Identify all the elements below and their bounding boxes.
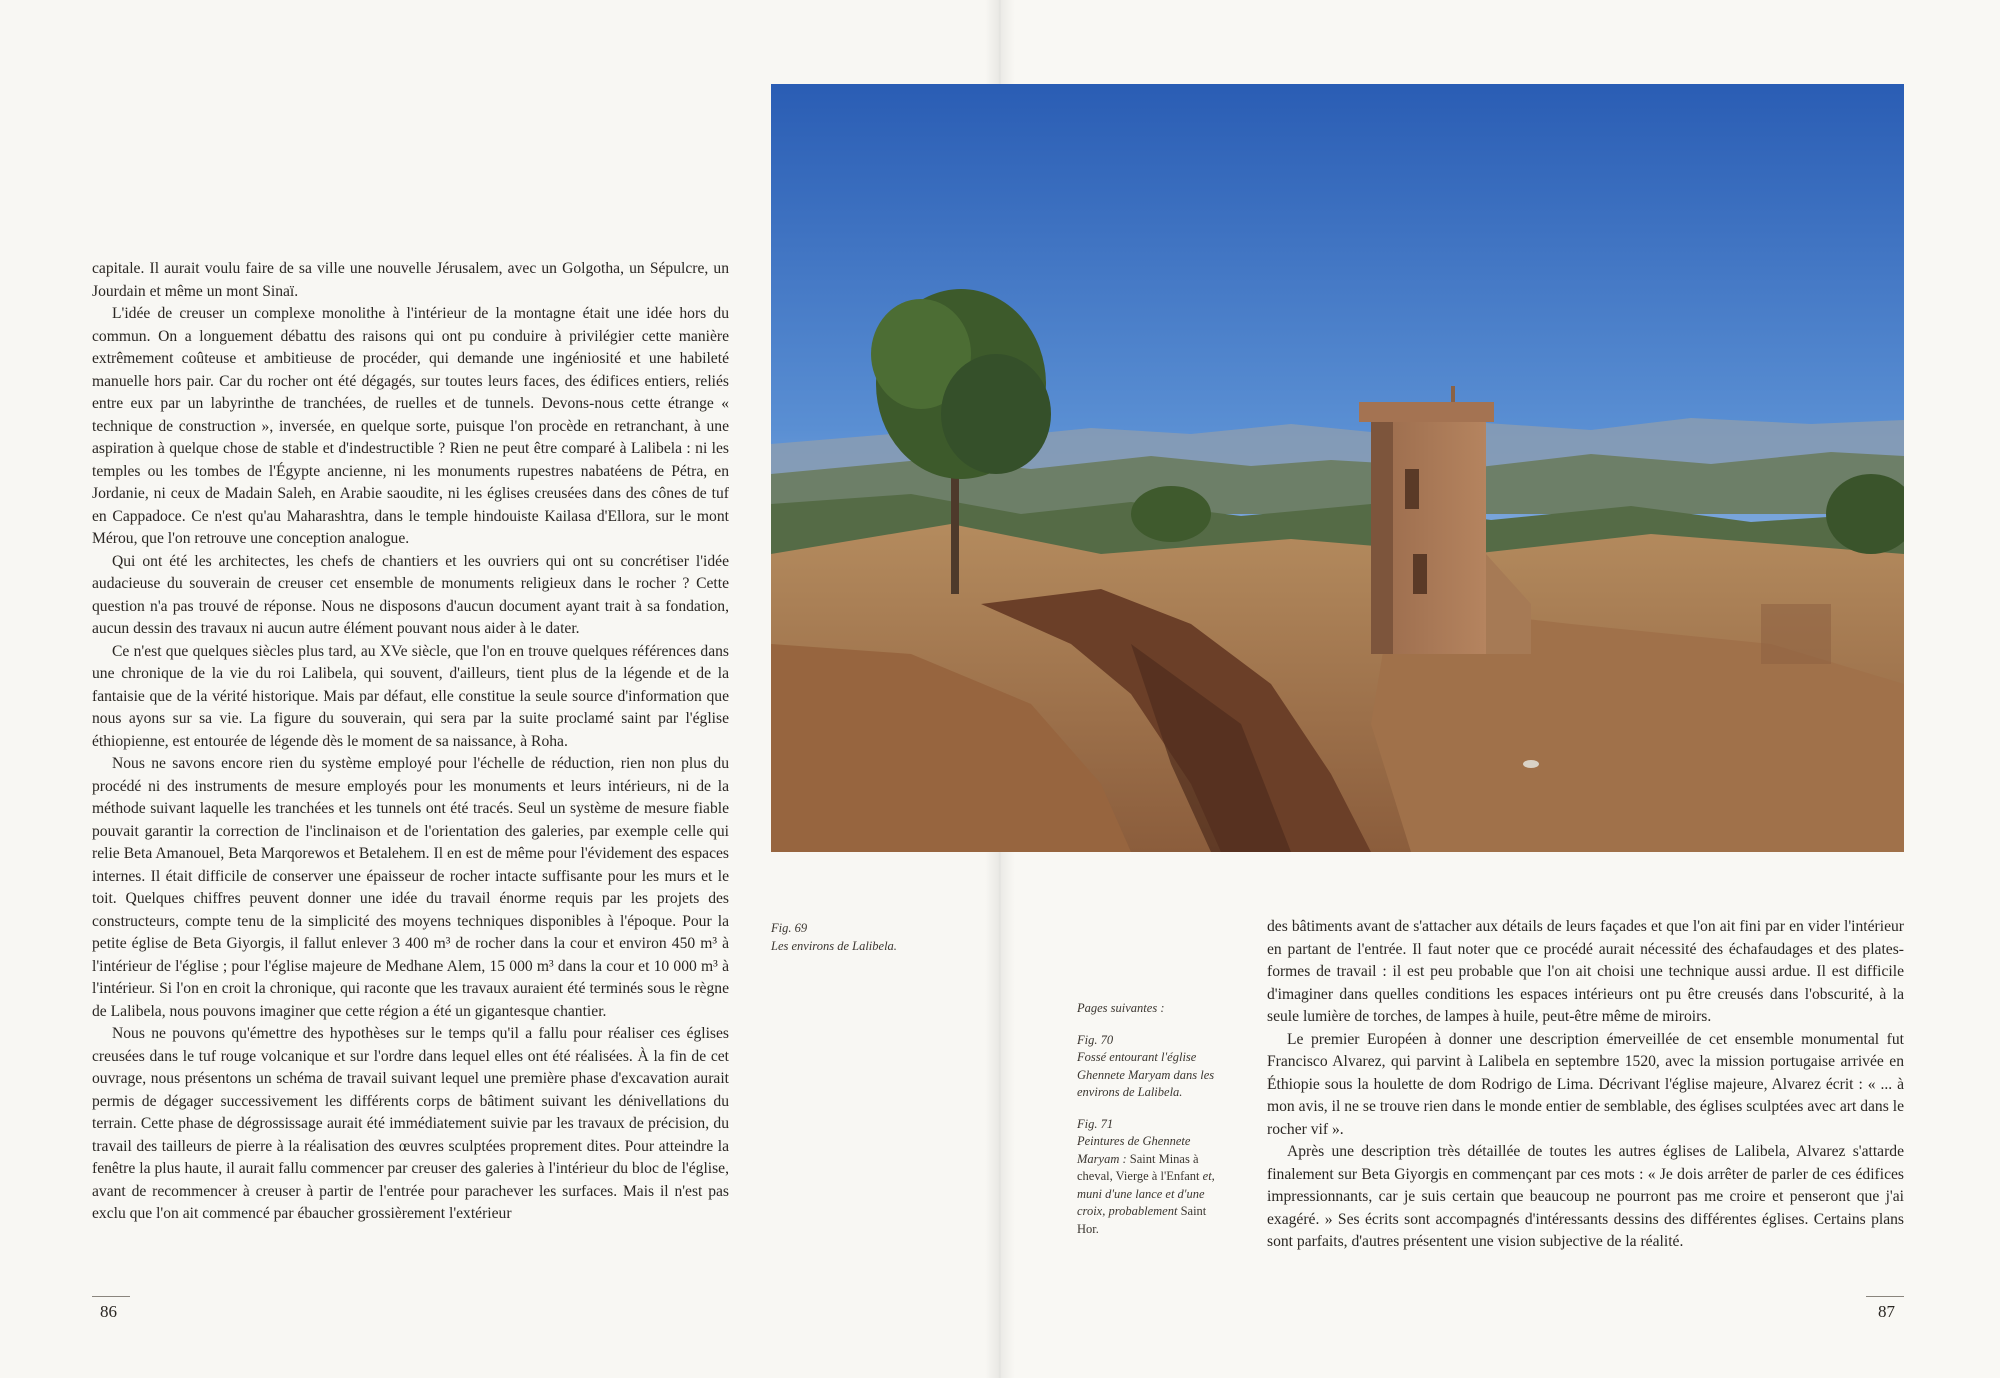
paragraph: capitale. Il aurait voulu faire de sa ville une nouvelle Jérusalem, avec un Golgotha, un Sépulcre, un Jourdain et même un mont Sinaï.	[92, 260, 729, 300]
paragraph: Ce n'est que quelques siècles plus tard, au XVe siècle, que l'on en trouve quelques références dans une chronique de la vie du roi Lalibela, qui souvent, d'ailleurs, tient plus de la légende et de la fantaisie que de la vérité historique. Mais par défaut, elle constitue la seule source d'information que nous ayons sur sa vie. La figure du souverain, qui sera par la suite proclamé saint par l'église éthiopienne, est entourée de légende dès le moment de sa naissance, à Roha.	[92, 642, 729, 750]
folio-rule	[92, 1296, 130, 1297]
paragraph: Qui ont été les architectes, les chefs de chantiers et les ouvriers qui ont su concrétiser l'idée audacieuse du souverain de creuser cet ensemble de monuments religieux dans le rocher ? Cette question n'a pas trouvé de réponse. Nous ne disposons d'aucun document ayant trait à sa fondation, aucun dessin des travaux ni aucun autre élément pouvant nous aider à le dater.	[92, 552, 729, 637]
photo-lalibela	[771, 84, 1904, 852]
fig-71-roman: Saint Minas à cheval, Vierge à l'Enfant	[1077, 1151, 1200, 1183]
folio-rule	[1866, 1296, 1904, 1297]
fig-71-italic-2: et, muni d'une lance et d'une croix, probablement	[1077, 1169, 1215, 1218]
paragraph: Nous ne savons encore rien du système employé pour l'échelle de réduction, rien non plus du procédé ni des instruments de mesure employés pour les monuments et leurs intérieurs, ni de la méthode suivant laquelle les tranchées et les tunnels ont été tracés. Seul un système de mesure fiable pouvait garantir la correction de l'inclinaison et de l'orientation des galeries, par exemple celle qui relie Beta Amanouel, Beta Marqorewos et Betalehem. Il en est de même pour l'évidement des espaces internes. Il était difficile de conserver une épaisseur de rocher intacte suffisante pour les murs et le toit. Quelques chiffres peuvent donner une idée du travail énorme requis par les projets des constructeurs, compte tenu de la simplicité des moyens techniques disponibles à l'époque. Pour la petite église de Beta Giyorgis, il fallut enlever 3 400 m³ de rocher dans la cour et environ 450 m³ à l'intérieur de l'église ; pour l'église majeure de Medhane Alem, 15 000 m³ dans la cour et 10 000 m³ à l'intérieur. Si l'on en croit la chronique, qui raconte que les travaux auraient été terminés sous le règne de Lalibela, nous pouvons imaginer que cette région a été un gigantesque chantier.	[92, 755, 729, 1020]
fig-71-roman-2: Saint Hor.	[1077, 1204, 1207, 1236]
fig-71-italic: Peintures de Ghennete Maryam :	[1077, 1134, 1191, 1166]
page-number-left: 86	[100, 1302, 117, 1321]
fig-70-text: Fossé entourant l'église Ghennete Maryam dans les environs de Lalibela.	[1077, 1050, 1215, 1099]
page-number-right: 87	[1878, 1302, 1895, 1321]
caption-fig-69	[771, 920, 1071, 955]
paragraph: Nous ne pouvons qu'émettre des hypothèses sur le temps qu'il a fallu pour réaliser ces églises creusées dans le tuf rouge volcanique et sur l'ordre dans lequel elles ont été réalisées. À la fin de cet ouvrage, nous présentons un schéma de travail suivant lequel une première phase d'excavation aurait permis de dégager successivement les différents corps de bâtiment suivant les dénivellations du terrain. Cette phase de dégrossissage aurait été immédiatement suivie par les travaux de précision, du travail des tailleurs de pierre à la réalisation des œuvres sculptées proprement dites. Pour atteindre la fenêtre la plus haute, il aurait fallu commencer par creuser des galeries à l'intérieur du bloc de l'église, avant de recommencer à creuser à partir de l'entrée pour parachever les surfaces. Mais il n'est pas exclu que l'on ait commencé par ébaucher grossièrement l'extérieur	[92, 1025, 729, 1222]
caption-fig-71	[1077, 1116, 1227, 1239]
fig-71-text	[1077, 1133, 1227, 1238]
paragraph: Après une description très détaillée de toutes les autres églises de Lalibela, Alvarez s'attarde finalement sur Beta Giyorgis en commençant par ces mots : « Je dois arrêter de parler de ces édifices impressionnants, car je suis certain que beaucoup ne pourront pas me croire et penseront que j'ai exagéré. » Ses écrits sont accompagnés d'intéressants dessins des différentes églises. Certains plans sont parfaits, d'autres présentent une vision subjective de la réalité.	[1267, 1143, 1904, 1250]
fig-71-label: Fig. 71	[1077, 1116, 1114, 1131]
fig-69-caption: Les environs de Lalibela.	[771, 938, 897, 953]
landscape-photo	[771, 84, 1904, 852]
paragraph: des bâtiments avant de s'attacher aux détails de leurs façades et que l'on ait fini par en vider l'intérieur en partant de l'entrée. Il faut noter que ce procédé aurait nécessité des échafaudages et des plates-formes de travail : il est peu probable que l'on ait choisi une technique aussi ardue. Il est difficile d'imaginer dans quelles conditions les espaces intérieurs ont pu être creusés dans l'obscurité, à la seule lumière de torches, de lampes à huile, peut-être même de miroirs.	[1267, 918, 1904, 1025]
paragraph: Le premier Européen à donner une description émerveillée de cet ensemble monumental fut Francisco Alvarez, qui parvint à Lalibela en septembre 1520, avec la mission portugaise arrivée en Éthiopie sous la houlette de dom Rodrigo de Lima. Décrivant l'église majeure, Alvarez écrit : « ... à mon avis, il ne se trouve rien dans le monde entier de semblable, des églises sculptées avec art dans le rocher vif ».	[1267, 1030, 1904, 1138]
side-notes-heading: Pages suivantes :	[1077, 1001, 1165, 1015]
left-body-text	[92, 258, 729, 1226]
paragraph: L'idée de creuser un complexe monolithe à l'intérieur de la montagne était une idée hors du commun. On a longuement débattu des raisons qui ont pu conduire à privilégier cette manière extrêmement coûteuse et ambitieuse de procéder, qui demande une ingéniosité et une habileté manuelle hors pair. Car du rocher ont été dégagés, sur toutes leurs faces, des édifices entiers, reliés entre eux par un labyrinthe de tranchées, de ruelles et de tunnels. Devons-nous cette étrange « technique de construction », inversée, en quelque sorte, puisque l'on procède en retranchant, à une aspiration à quelque chose de stable et d'indestructible ? Rien ne peut être comparé à Lalibela : ni les temples ou les tombes de l'Égypte ancienne, ni les monuments rupestres nabatéens de Pétra, en Jordanie, ni ceux de Madain Saleh, en Arabie saoudite, ni les églises creusées dans des cônes de tuf en Cappadoce. Ce n'est qu'au Maharashtra, dans le temple hindouiste Kailasa d'Ellora, sur le mont Mérou, que l'on retrouve une conception analogue.	[92, 305, 729, 547]
right-body-text	[1267, 916, 1904, 1254]
side-notes	[1077, 1000, 1227, 1252]
fig-69-label: Fig. 69	[771, 921, 808, 935]
caption-fig-70	[1077, 1032, 1227, 1102]
fig-70-label: Fig. 70	[1077, 1032, 1114, 1047]
